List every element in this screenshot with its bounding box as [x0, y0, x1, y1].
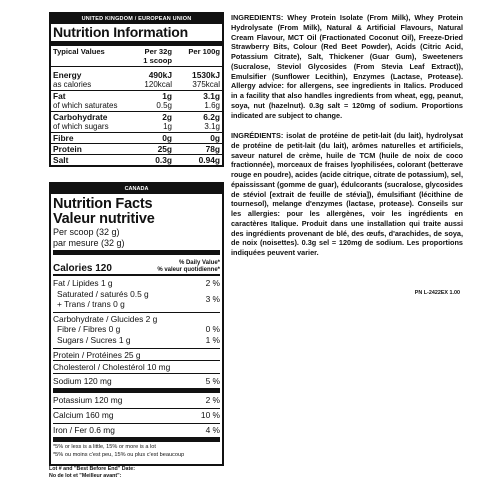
ingredients-english: INGREDIENTS: Whey Protein Isolate (From Milk), Whey Protein Hydrolysate (From Milk), Natural & Artificial Flavours, Natural Cream Flavour, MCT Oil (Fractionated Coconut Oil), Freeze-Dried Strawberry Bits, Colour (Red Beet Powder), Acids (Citric Acid, Potassium Citrate), Salt, Thickener (Guar Gum), Sweeteners (Sucralose, Steviol Glycosides (From Stevia Leaf Extract)), Emulsifier (Sunflower Lecithin), Enzymes (Lactase, Protease). Allergy advice: for allergens, see ingredients in Italics. Produced in a facility that also handles ingredients from wheat, egg, peanut, soya, nut (hazelnut). 0.3g salt = 120mg of sodium. Proportions indicated are subject to change. [231, 13, 463, 120]
sugars-label: Sugars / Sucres 1 g [57, 334, 131, 345]
uk-protein-serving: 25g [157, 144, 172, 154]
serving-size-en: Per scoop (32 g) [53, 227, 120, 237]
carb-row [51, 314, 222, 325]
saturated-label: Saturated / saturés 0.5 g [57, 288, 149, 299]
iron-label: Iron / Fer 0.6 mg [53, 424, 115, 435]
uk-sugars-serving: 1g [163, 122, 172, 131]
uk-row-energy [51, 70, 222, 80]
divider-medium [53, 274, 220, 276]
uk-energy-per100: 1530kJ [192, 70, 220, 80]
fat-label: Fat / Lipides 1 g [53, 278, 113, 288]
uk-row-fat [51, 90, 222, 101]
potassium-label: Potassium 120 mg [53, 395, 123, 406]
uk-as-calories-serving: 120kcal [144, 80, 172, 89]
uk-row-fibre [51, 132, 222, 143]
col-per-serving [118, 47, 172, 65]
col-typical-values: Typical Values [53, 47, 105, 56]
sugars-row [51, 335, 222, 346]
dv-fr: % valeur quotidienne* [157, 267, 220, 273]
uk-fat-per100: 3.1g [203, 91, 220, 101]
uk-sugars-per100: 3.1g [204, 122, 220, 131]
divider [53, 360, 220, 361]
uk-as-calories-label: as calories [53, 80, 92, 89]
uk-saturates-serving: 0.5g [156, 101, 172, 110]
fibre-label: Fibre / Fibres 0 g [57, 324, 121, 335]
sodium-dv: 5 % [205, 375, 220, 386]
protein-label: Protein / Protéines 25 g [53, 349, 141, 360]
uk-salt-per100: 0.94g [198, 155, 220, 165]
fat-row [51, 278, 222, 289]
uk-protein-per100: 78g [205, 144, 220, 154]
uk-saturates-per100: 1.6g [204, 101, 220, 110]
col-per-serving-line2: 1 scoop [143, 56, 172, 65]
canada-panel-header: CANADA [51, 184, 222, 194]
divider [53, 423, 220, 424]
fat-dv: 2 % [205, 278, 220, 288]
cholesterol-row [51, 362, 222, 373]
lot-best-before [49, 466, 135, 479]
divider [53, 348, 220, 349]
uk-energy-label: Energy [53, 70, 82, 80]
potassium-dv: 2 % [205, 395, 220, 406]
uk-fibre-label: Fibre [53, 133, 74, 143]
calcium-row [51, 410, 222, 421]
uk-energy-serving: 490kJ [148, 70, 172, 80]
sugars-dv: 1 % [205, 334, 220, 345]
uk-carbohydrate-label: Carbohydrate [53, 112, 108, 122]
uk-carbohydrate-serving: 2g [162, 112, 172, 122]
calcium-label: Calcium 160 mg [53, 409, 114, 420]
uk-fat-serving: 1g [162, 91, 172, 101]
uk-fibre-serving: 0g [162, 133, 172, 143]
carb-label: Carbohydrate / Glucides 2 g [53, 313, 158, 324]
iron-dv: 4 % [205, 424, 220, 435]
uk-row-salt [51, 154, 222, 165]
uk-nutrition-rows [51, 70, 222, 165]
uk-as-calories-per100: 375kcal [192, 80, 220, 89]
col-per-serving-line1: Per 32g [144, 47, 172, 56]
daily-value-header [157, 260, 220, 274]
uk-salt-serving: 0.3g [155, 155, 172, 165]
sodium-row [51, 376, 222, 387]
uk-carbohydrate-per100: 6.2g [203, 112, 220, 122]
uk-row-saturates [51, 101, 222, 111]
lot-line-en: Lot # and "Best Before End" Date: [49, 466, 135, 472]
trans-label: + Trans / trans 0 g [57, 299, 125, 310]
fibre-row [51, 324, 222, 335]
protein-row [51, 350, 222, 361]
serving-size-fr: par mesure (32 g) [53, 237, 125, 248]
uk-salt-label: Salt [53, 155, 69, 165]
cholesterol-label: Cholesterol / Cholestérol 10 mg [53, 362, 171, 373]
saturated-row [51, 288, 222, 304]
canada-nutrition-panel [49, 182, 224, 466]
uk-panel-header: UNITED KINGDOM / EUROPEAN UNION [51, 14, 222, 24]
ingredients-french: INGRÉDIENTS: isolat de protéine de petit-lait (du lait), hydrolysat de protéine de petit-lait (du lait), arômes naturelles et artificiels, saveur naturel de crème, huile de TCM (huile de noix de coco fractionnée), morceaux de fraises lyophilisées, colorant (betterave rouge en poudre), acides (acide citrique, citrate de potassium), sel, épaississant (gomme de guar), édulcorants (sucralose, glycosides de stéviol [extrait de feuille de stévia]), émulsifiant (lécithine de tournesol), melange d'enzymes (lactase, protease). Conseils sur les allergies: pour les allergènes, voir les ingrédients en caractères Italique. Produit dans une installation qui traite aussi des ingrédients provenant de blé, des œufs, d'arachides, de soya, de noix (noisettes). 0.3g sel = 120mg de sodium. Les proportions indiquées peuvent varier. [231, 131, 463, 257]
uk-row-carbohydrate [51, 111, 222, 122]
uk-fat-label: Fat [53, 91, 66, 101]
dv-en: % Daily Value* [178, 260, 220, 266]
uk-saturates-label: of which saturates [53, 101, 118, 110]
sodium-label: Sodium 120 mg [53, 375, 112, 386]
uk-fibre-per100: 0g [210, 133, 220, 143]
fibre-dv: 0 % [205, 324, 220, 335]
col-per-100g: Per 100g [188, 47, 220, 56]
uk-sugars-label: of which sugars [53, 122, 109, 131]
footnote-en: *5% or less is a little, 15% or more is a lot [53, 444, 156, 451]
uk-nutrition-panel [49, 12, 224, 167]
footnote-fr: *5% ou moins c'est peu, 15% ou plus c'est beaucoup [53, 451, 185, 458]
part-number: PN L-2422EX 1.00 [414, 290, 460, 296]
divider [53, 408, 220, 409]
divider-thick [53, 388, 220, 393]
valeur-nutritive-title: Valeur nutritive [53, 211, 155, 227]
potassium-row [51, 395, 222, 406]
uk-row-sugars [51, 122, 222, 132]
calories-label: Calories 120 [53, 263, 112, 274]
divider [53, 312, 220, 313]
calories-row [51, 255, 222, 274]
calcium-dv: 10 % [200, 409, 220, 420]
uk-row-as-calories [51, 80, 222, 90]
lot-line-fr: No de lot et "Meilleur avant": [49, 472, 122, 479]
uk-protein-label: Protein [53, 144, 82, 154]
uk-column-headers [51, 46, 222, 67]
footnote [51, 442, 222, 459]
divider [53, 373, 220, 374]
uk-row-protein [51, 143, 222, 154]
iron-row [51, 425, 222, 436]
saturated-dv: 3 % [205, 293, 220, 304]
uk-panel-title: Nutrition Information [51, 24, 222, 46]
nutrition-facts-title: Nutrition Facts [53, 196, 153, 212]
